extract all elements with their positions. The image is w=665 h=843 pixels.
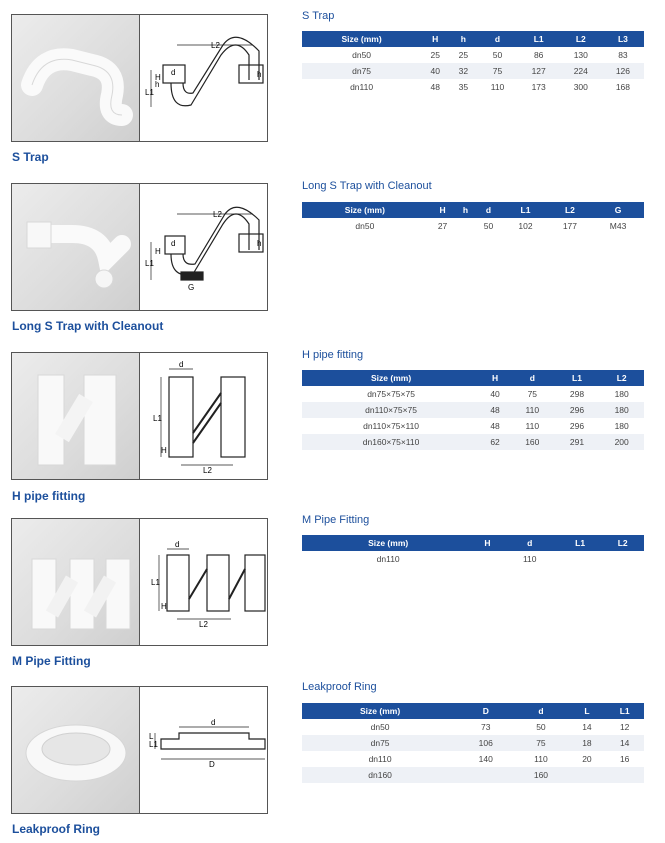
table-header-row [302, 370, 644, 386]
dim-label: H [161, 602, 167, 611]
table-cell: 110 [525, 421, 540, 431]
product-photo-long-s-trap [12, 184, 140, 310]
dim-label: d [171, 239, 176, 248]
table-cell: 180 [614, 421, 629, 431]
spec-table [302, 703, 644, 783]
table-cell: 180 [599, 402, 644, 418]
table-header-row [302, 703, 644, 719]
m-pipe-diagram [141, 519, 267, 645]
table-cell: 62 [480, 434, 510, 450]
table-cell: 168 [615, 82, 631, 92]
caption: Leakproof Ring [12, 822, 101, 836]
table-header: Size (mm) [302, 535, 474, 551]
table-header: L2 [599, 370, 644, 386]
table-cell: 224 [560, 63, 602, 79]
table-header: d [510, 370, 555, 386]
table-cell: 32 [449, 63, 477, 79]
dim-label: L1 [145, 88, 154, 97]
product-photo-leakproof-ring [12, 687, 140, 813]
table-cell: dn75 [302, 63, 421, 79]
table-cell: 110 [522, 554, 537, 564]
table-cell: 14 [605, 735, 644, 751]
table-header: L [569, 703, 606, 719]
table-row [302, 767, 644, 783]
dim-label: d [175, 540, 180, 549]
section-title: S Trap [302, 10, 335, 22]
section-title: H pipe fitting [302, 349, 364, 361]
table-cell: 48 [430, 82, 440, 92]
table-cell: 110 [510, 402, 555, 418]
m-pipe-photo-illustration [12, 519, 140, 645]
table-cell: 127 [518, 63, 560, 79]
product-photo-h-pipe [12, 353, 140, 479]
table-cell [601, 551, 644, 567]
table-header: d [501, 535, 559, 551]
dim-label: L2 [211, 41, 220, 50]
table-cell: 291 [555, 434, 600, 450]
table-cell: 296 [555, 402, 600, 418]
table-header: Size (mm) [302, 202, 428, 218]
table-cell: 180 [614, 389, 629, 399]
table-header-row [302, 202, 644, 218]
table-cell: 130 [573, 50, 588, 60]
table-header: Size (mm) [302, 31, 421, 47]
long-s-trap-diagram [141, 184, 267, 310]
technical-drawing-h-pipe [141, 353, 267, 479]
dim-label: L1 [151, 578, 160, 587]
table-header: L3 [602, 31, 644, 47]
technical-drawing-long-s-trap [141, 184, 267, 310]
table-row [302, 402, 644, 418]
caption: H pipe fitting [12, 489, 86, 503]
table-cell: dn75 [302, 735, 458, 751]
figure-long-s-trap [11, 183, 268, 311]
dim-label: L1 [149, 740, 158, 749]
table-cell: 40 [421, 63, 449, 79]
dim-label: H [155, 247, 161, 256]
table-cell: 160 [510, 434, 555, 450]
table-header: H [474, 535, 500, 551]
table-cell: dn160 [302, 767, 458, 783]
table-cell: 102 [518, 221, 533, 231]
table-header: h [457, 202, 473, 218]
table-cell: 75 [477, 63, 517, 79]
section-title: Leakproof Ring [302, 681, 377, 693]
table-header: L1 [559, 535, 602, 551]
table-header: Size (mm) [302, 370, 480, 386]
table-header: L1 [605, 703, 644, 719]
table-cell: 50 [483, 221, 494, 231]
spec-table [302, 535, 644, 567]
dim-label: h [257, 239, 262, 248]
table-row [302, 386, 644, 402]
table-cell: 48 [490, 421, 500, 431]
technical-drawing-s-trap [141, 15, 267, 141]
table-cell: 140 [478, 754, 493, 764]
table-cell: 86 [533, 50, 544, 60]
spec-table [302, 370, 644, 450]
table-cell: 300 [573, 82, 588, 92]
table-cell [474, 551, 500, 567]
table-cell: 173 [531, 82, 546, 92]
table-header: Size (mm) [302, 703, 458, 719]
table-header: H [480, 370, 510, 386]
table-cell: 75 [513, 735, 568, 751]
table-header-row [302, 535, 644, 551]
table-cell: dn50 [355, 221, 375, 231]
section-title: M Pipe Fitting [302, 514, 370, 526]
table-header: L2 [548, 202, 592, 218]
table-header: L2 [560, 31, 602, 47]
table-row [302, 434, 644, 450]
table-cell: M43 [609, 221, 627, 231]
s-trap-diagram [141, 15, 267, 141]
table-cell: 110 [534, 754, 548, 764]
table-row [302, 47, 644, 63]
figure-leakproof-ring [11, 686, 268, 814]
dim-label: d [179, 360, 184, 369]
dim-label: L [149, 732, 154, 741]
table-cell [605, 767, 644, 783]
spec-table [302, 31, 644, 95]
table-cell: 298 [569, 389, 585, 399]
spec-table [302, 202, 644, 234]
dim-label: L1 [153, 414, 162, 423]
table-cell: 25 [430, 50, 440, 60]
dim-label: h [257, 70, 262, 79]
long-s-trap-photo-illustration [12, 184, 140, 310]
table-cell: dn50 [370, 722, 390, 732]
table-header: d [477, 31, 517, 47]
h-pipe-photo-illustration [12, 353, 140, 479]
table-row [302, 551, 644, 567]
table-cell: 200 [599, 434, 644, 450]
h-pipe-diagram [141, 353, 267, 479]
table-cell: 75 [527, 389, 538, 399]
caption: M Pipe Fitting [12, 654, 91, 668]
table-cell: 83 [618, 50, 628, 60]
table-header: h [449, 31, 477, 47]
table-row [302, 63, 644, 79]
table-header-row [302, 31, 644, 47]
table-header: L2 [601, 535, 644, 551]
table-cell: dn110 [376, 554, 400, 564]
leakproof-ring-photo-illustration [12, 687, 140, 813]
table-header: G [592, 202, 644, 218]
table-cell: dn110×75×110 [363, 421, 420, 431]
table-header: D [458, 703, 513, 719]
table-row [302, 418, 644, 434]
dim-label: h [155, 80, 160, 89]
table-cell [559, 551, 602, 567]
leakproof-ring-diagram [141, 687, 267, 813]
table-cell: 50 [492, 50, 503, 60]
table-cell: 126 [602, 63, 644, 79]
product-photo-m-pipe [12, 519, 140, 645]
table-cell: 27 [437, 221, 448, 231]
table-cell: dn110 [350, 82, 374, 92]
table-cell: dn75×75×75 [367, 389, 415, 399]
dim-label: L2 [203, 466, 212, 475]
caption: Long S Trap with Cleanout [12, 319, 164, 333]
table-cell: 110 [490, 82, 505, 92]
table-cell: dn110×75×75 [302, 402, 480, 418]
table-cell [458, 767, 513, 783]
table-cell: 16 [619, 754, 630, 764]
dim-label: D [209, 760, 215, 769]
dim-label: G [188, 283, 195, 292]
table-header: d [474, 202, 504, 218]
table-cell: dn110 [368, 754, 392, 764]
table-row [302, 735, 644, 751]
table-header: H [428, 202, 458, 218]
figure-m-pipe [11, 518, 268, 646]
table-cell: 25 [458, 50, 469, 60]
figure-s-trap [11, 14, 268, 142]
section-title: Long S Trap with Cleanout [302, 180, 432, 192]
dim-label: H [155, 73, 161, 82]
table-row [302, 218, 644, 234]
product-photo-s-trap [12, 15, 140, 141]
table-row [302, 79, 644, 95]
table-cell [457, 218, 473, 234]
table-cell: 35 [458, 82, 469, 92]
table-cell: 73 [481, 722, 491, 732]
table-cell: 106 [458, 735, 513, 751]
table-cell: 48 [480, 402, 510, 418]
dim-label: d [171, 68, 176, 77]
table-cell: 160 [513, 767, 568, 783]
dim-label: L2 [213, 210, 222, 219]
figure-h-pipe [11, 352, 268, 480]
dim-label: L2 [199, 620, 208, 629]
table-cell: 20 [582, 754, 592, 764]
dim-label: d [211, 718, 216, 727]
table-header: L1 [518, 31, 560, 47]
table-cell: 14 [582, 722, 592, 732]
table-cell: 40 [490, 389, 500, 399]
table-cell: 296 [569, 421, 585, 431]
table-header: H [421, 31, 449, 47]
table-cell [569, 767, 606, 783]
table-row [302, 719, 644, 735]
table-header: L1 [503, 202, 547, 218]
table-header: L1 [555, 370, 600, 386]
table-cell: 12 [619, 722, 630, 732]
table-cell: 50 [536, 722, 546, 732]
technical-drawing-m-pipe [141, 519, 267, 645]
caption: S Trap [12, 150, 49, 164]
table-cell: dn50 [352, 50, 372, 60]
table-row [302, 751, 644, 767]
dim-label: H [161, 446, 167, 455]
dim-label: L1 [145, 259, 154, 268]
table-header: d [513, 703, 568, 719]
technical-drawing-leakproof-ring [141, 687, 267, 813]
table-cell: 18 [569, 735, 606, 751]
table-cell: dn160×75×110 [302, 434, 480, 450]
s-trap-photo-illustration [12, 15, 140, 141]
table-cell: 177 [562, 221, 578, 231]
